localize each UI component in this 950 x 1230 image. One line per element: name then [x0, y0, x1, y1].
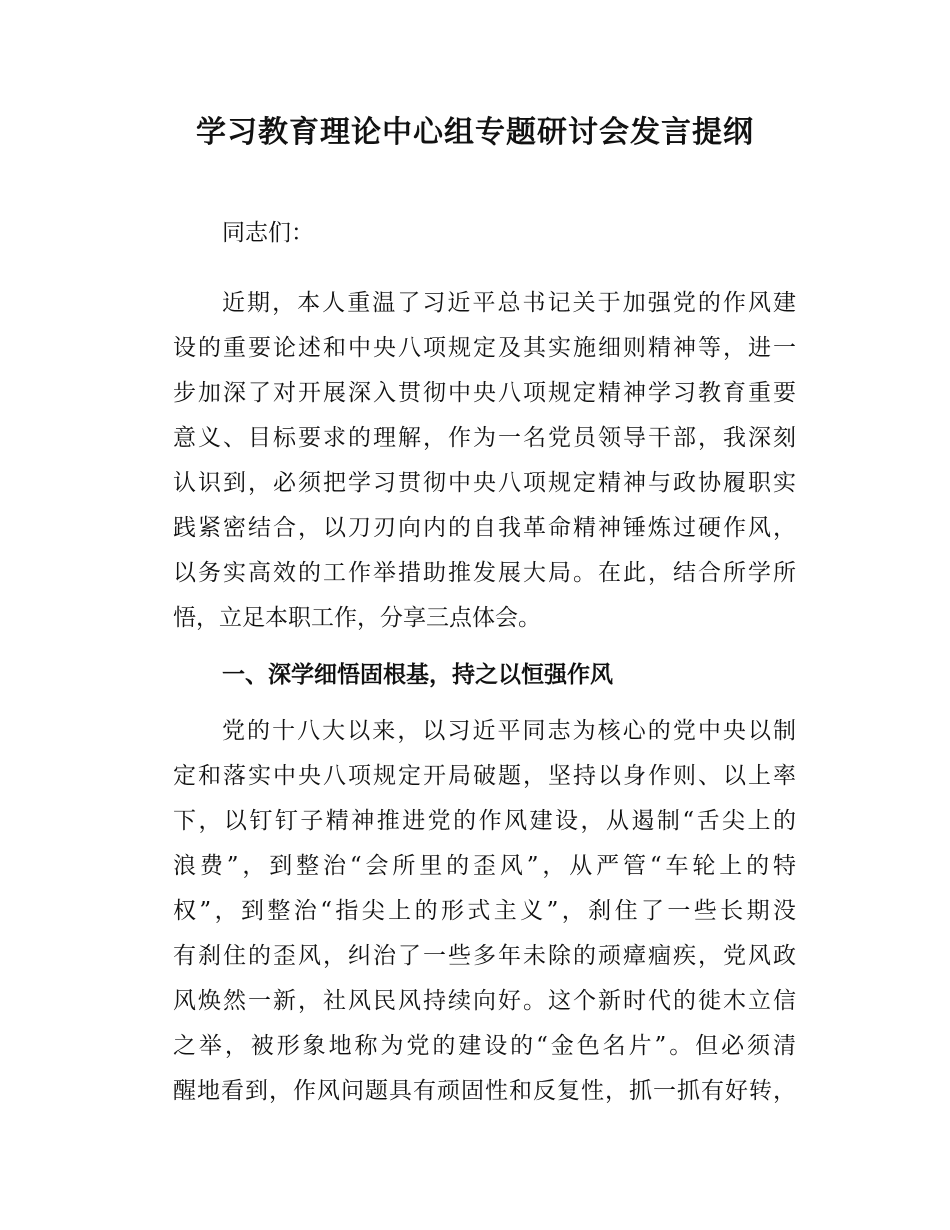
salutation-text: 同志们：	[222, 220, 314, 246]
paragraph-line: 步加深了对开展深入贯彻中央八项规定精神学习教育重要	[173, 380, 796, 406]
paragraph-section-1	[173, 709, 796, 1114]
document-title: 学习教育理论中心组专题研讨会发言提纲	[196, 115, 754, 150]
salutation	[173, 211, 796, 256]
paragraph-line: 党的十八大以来，以习近平同志为核心的党中央以制	[222, 718, 796, 744]
paragraph-line: 定和落实中央八项规定开局破题，坚持以身作则、以上率	[173, 763, 796, 789]
paragraph-line: 设的重要论述和中央八项规定及其实施细则精神等，进一	[173, 335, 796, 361]
paragraph-line: 有刹住的歪风，纠治了一些多年未除的顽瘴痼疾，党风政	[173, 943, 796, 969]
paragraph-line: 以务实高效的工作举措助推发展大局。在此，结合所学所	[173, 560, 796, 586]
paragraph-line: 权”，到整治“指尖上的形式主义”，刹住了一些长期没	[173, 898, 796, 924]
paragraph-line: 浪费”，到整治“会所里的歪风”，从严管“车轮上的特	[173, 853, 796, 879]
paragraph-line: 下，以钉钉子精神推进党的作风建设，从遏制“舌尖上的	[173, 808, 796, 834]
section-heading-1	[173, 652, 796, 697]
paragraph-line: 认识到，必须把学习贯彻中央八项规定精神与政协履职实	[173, 470, 796, 496]
paragraph-line: 醒地看到，作风问题具有顽固性和反复性，抓一抓有好转，	[173, 1078, 796, 1104]
paragraph-line: 践紧密结合，以刀刃向内的自我革命精神锤炼过硬作风，	[173, 515, 796, 541]
paragraph-line: 意义、目标要求的理解，作为一名党员领导干部，我深刻	[173, 425, 796, 451]
paragraph-line: 悟，立足本职工作，分享三点体会。	[173, 605, 541, 631]
section-heading-text: 一、深学细悟固根基，持之以恒强作风	[222, 661, 613, 688]
paragraph-line: 风焕然一新，社风民风持续向好。这个新时代的徙木立信	[173, 988, 796, 1014]
paragraph-intro	[173, 281, 796, 641]
paragraph-line: 之举，被形象地称为党的建设的“金色名片”。但必须清	[173, 1033, 796, 1059]
paragraph-line: 近期，本人重温了习近平总书记关于加强党的作风建	[222, 290, 796, 316]
